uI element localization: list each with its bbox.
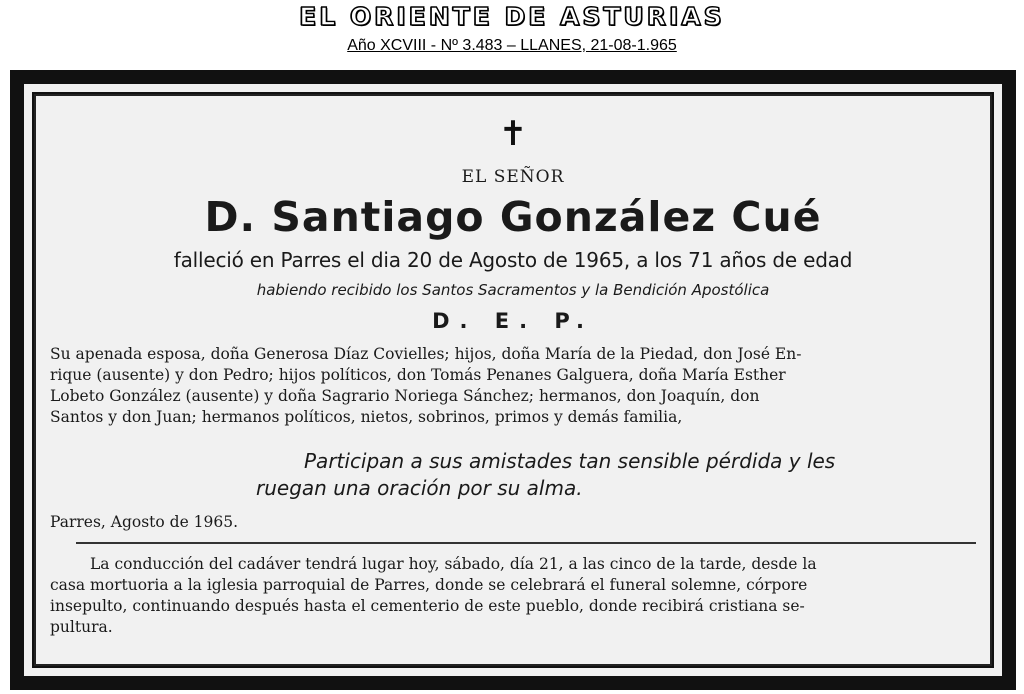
funeral-line: pultura.	[50, 618, 113, 636]
family-line: rique (ausente) y don Pedro; hijos políticos, don Tomás Penanes Galguera, doña María Esther	[50, 366, 786, 384]
place-date: Parres, Agosto de 1965.	[50, 513, 239, 531]
masthead	[0, 0, 1024, 64]
family-line: Su apenada esposa, doña Generosa Díaz Covielles; hijos, doña María de la Piedad, don José En-	[50, 345, 802, 363]
cross-icon: ✝	[498, 114, 528, 154]
death-details: falleció en Parres el dia 20 de Agosto de 1965, a los 71 años de edad	[173, 248, 853, 272]
sacraments-line: habiendo recibido los Santos Sacramentos y la Bendición Apostólica	[256, 281, 770, 299]
participation-text	[256, 448, 986, 502]
funeral-line: insepulto, continuando después hasta el cementerio de este pueblo, donde recibirá cristiana se-	[50, 597, 805, 615]
newspaper-title: EL ORIENTE DE ASTURIAS	[299, 2, 725, 31]
funeral-line: La conducción del cadáver tendrá lugar hoy, sábado, día 21, a las cinco de la tarde, desde la	[90, 555, 817, 573]
honorific: EL SEÑOR	[461, 167, 565, 187]
funeral-line: casa mortuoria a la iglesia parroquial de Parres, donde se celebrará el funeral solemne, córpore	[50, 576, 808, 594]
participation-line: Participan a sus amistades tan sensible pérdida y les	[304, 449, 836, 473]
dep-abbreviation: D. E. P.	[432, 309, 594, 333]
notice-frame	[34, 94, 992, 666]
divider	[76, 542, 976, 544]
family-paragraph	[50, 344, 980, 428]
obituary-notice	[10, 70, 1016, 690]
deceased-name: D. Santiago González Cué	[204, 193, 822, 241]
issue-info: Año XCVIII - Nº 3.483 – LLANES, 21-08-1.965	[347, 37, 677, 54]
funeral-paragraph	[50, 554, 980, 638]
family-line: Lobeto González (ausente) y doña Sagrario Noriega Sánchez; hermanos, don Joaquín, don	[50, 387, 760, 405]
participation-line: ruegan una oración por su alma.	[256, 476, 583, 500]
family-line: Santos y don Juan; hermanos políticos, nietos, sobrinos, primos y demás familia,	[50, 408, 683, 426]
notice-border	[24, 84, 1002, 676]
